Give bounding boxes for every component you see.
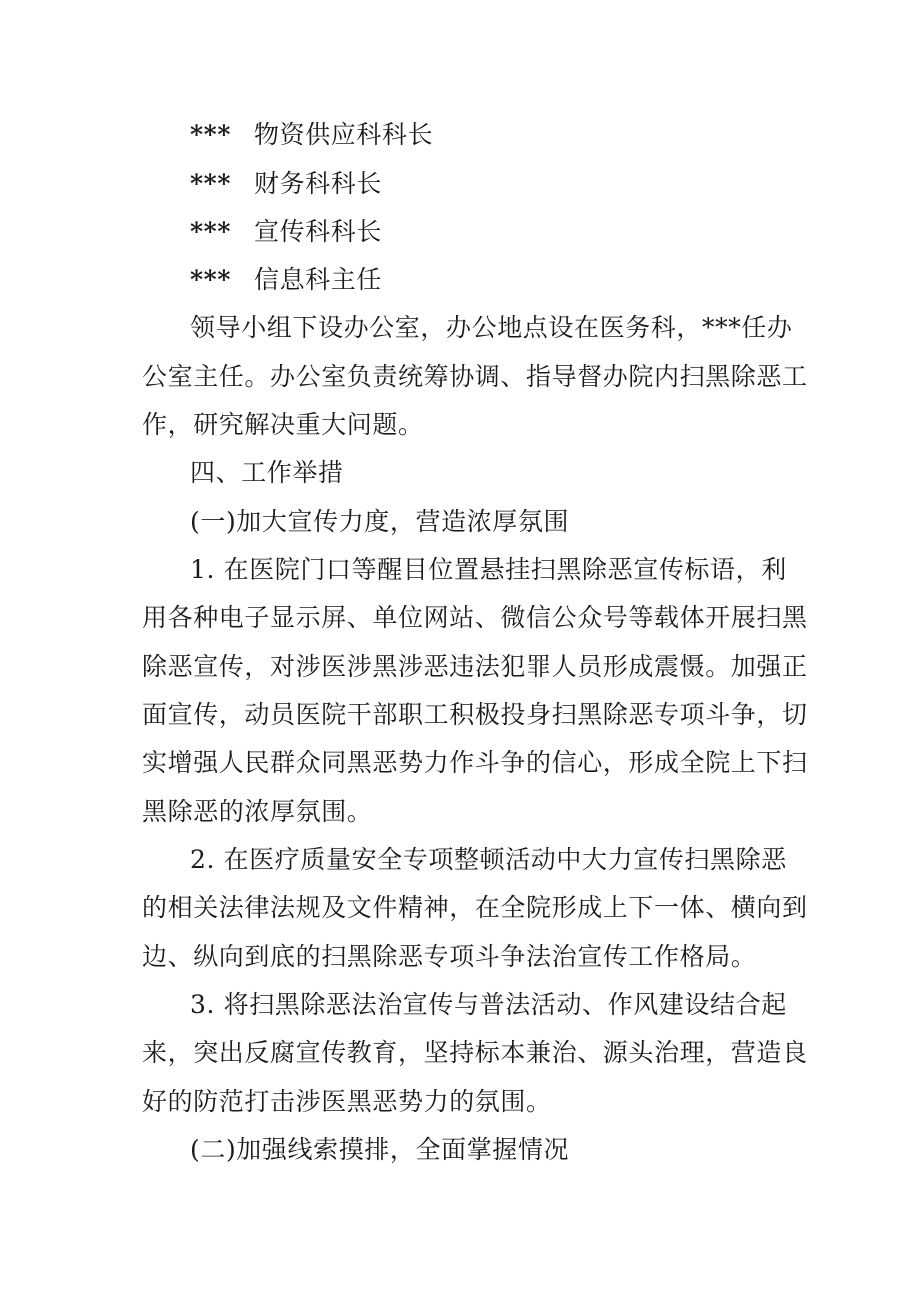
member-title: 宣传科科长 <box>254 217 383 246</box>
item-1-line-1: 1. 在医院门口等醒目位置悬挂扫黑除恶宣传标语，利 <box>190 555 787 584</box>
member-line-2 <box>190 169 382 199</box>
subsection-heading-1: (一)加大宣传力度，营造浓厚氛围 <box>190 507 570 536</box>
section-heading: 四、工作举措 <box>190 458 344 487</box>
office-paragraph-line-3: 作，研究解决重大问题。 <box>142 410 424 439</box>
item-1-line-3: 除恶宣传，对涉医涉黑涉恶违法犯罪人员形成震慑。加强正 <box>142 652 808 681</box>
item-2-line-3: 边、纵向到底的扫黑除恶专项斗争法治宣传工作格局。 <box>142 942 757 971</box>
office-paragraph-line-1: 领导小组下设办公室，办公地点设在医务科，***任办 <box>190 313 793 342</box>
member-line-1 <box>190 120 433 150</box>
item-3-line-3: 好的防范打击涉医黑恶势力的氛围。 <box>142 1087 552 1116</box>
item-1-line-2: 用各种电子显示屏、单位网站、微信公众号等载体开展扫黑 <box>142 603 808 632</box>
item-3-line-2: 来，突出反腐宣传教育，坚持标本兼治、源头治理，营造良 <box>142 1038 808 1067</box>
item-1-line-4: 面宣传，动员医院干部职工积极投身扫黑除恶专项斗争，切 <box>142 700 808 729</box>
member-line-4 <box>190 265 382 295</box>
item-2-line-2: 的相关法律法规及文件精神，在全院形成上下一体、横向到 <box>142 893 808 922</box>
item-1-line-6: 黑除恶的浓厚氛围。 <box>142 797 373 826</box>
member-name: *** <box>190 120 232 149</box>
member-title: 信息科主任 <box>254 265 383 294</box>
member-name: *** <box>190 169 232 198</box>
member-name: *** <box>190 265 232 294</box>
subsection-heading-2: (二)加强线索摸排，全面掌握情况 <box>190 1135 570 1164</box>
member-name: *** <box>190 217 232 246</box>
item-1-line-5: 实增强人民群众同黑恶势力作斗争的信心，形成全院上下扫 <box>142 748 808 777</box>
item-3-line-1: 3. 将扫黑除恶法治宣传与普法活动、作风建设结合起 <box>190 990 787 1019</box>
member-title: 物资供应科科长 <box>254 120 434 149</box>
member-line-3 <box>190 217 382 247</box>
office-paragraph-line-2: 公室主任。办公室负责统筹协调、指导督办院内扫黑除恶工 <box>142 362 808 391</box>
item-2-line-1: 2. 在医疗质量安全专项整顿活动中大力宣传扫黑除恶 <box>190 845 787 874</box>
member-title: 财务科科长 <box>254 169 383 198</box>
